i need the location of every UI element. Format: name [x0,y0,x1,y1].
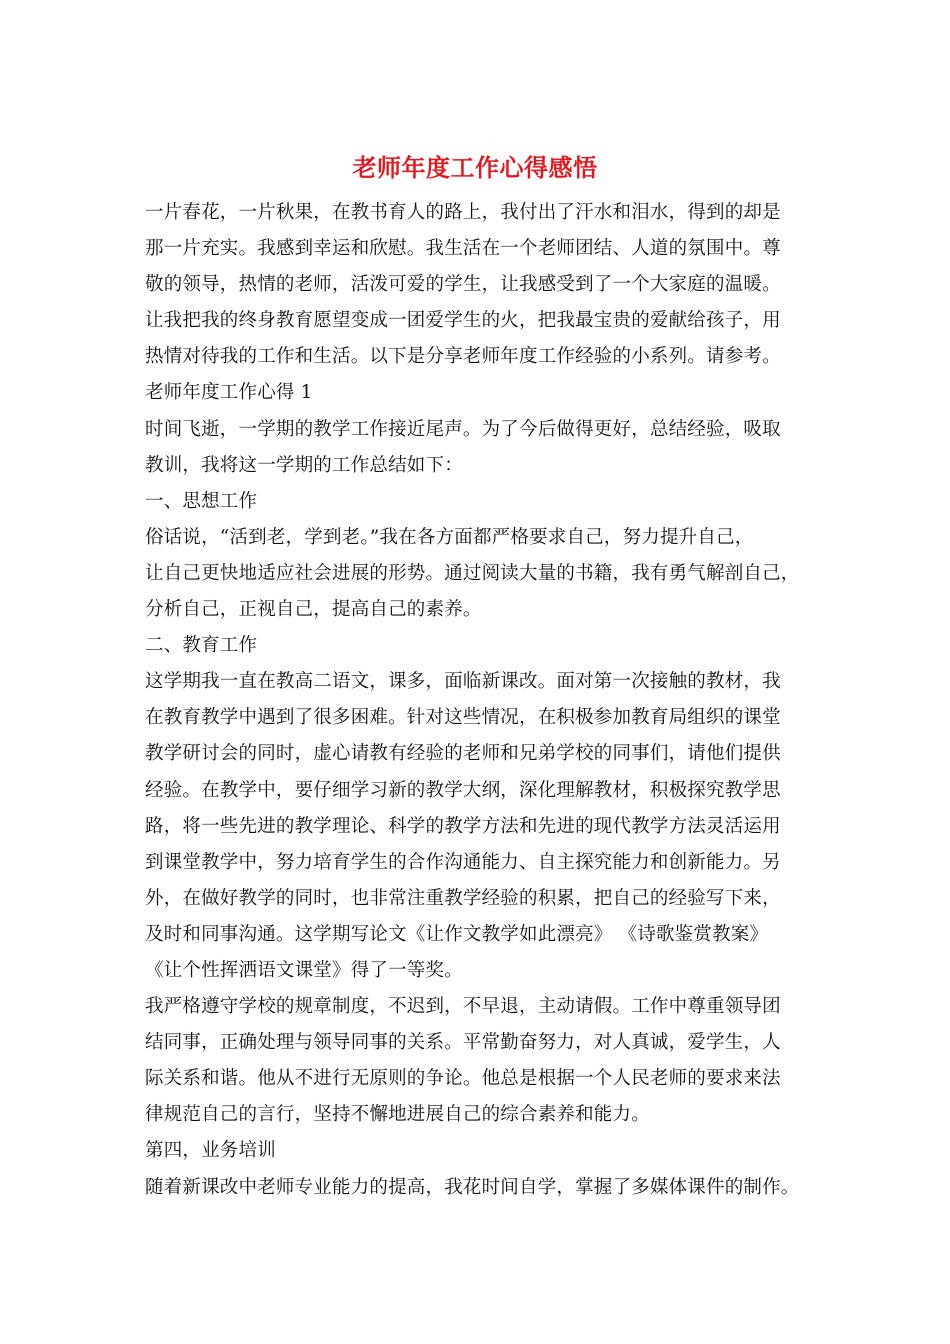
text-line: 到课堂教学中，努力培育学生的合作沟通能力、自主探究能力和创新能力。另 [145,851,781,873]
text-line: 及时和同事沟通。这学期写论文《让作文教学如此漂亮》 《诗歌鉴赏教案》 [145,923,769,945]
text-line: 经验。在教学中，要仔细学习新的教学大纲，深化理解教材，积极探究教学思 [145,779,781,801]
section-heading: 第四，业务培训 [145,1140,276,1162]
document-title: 老师年度工作心得感悟 [352,153,598,182]
text-line: 随着新课改中老师专业能力的提高，我花时间自学，掌握了多媒体课件的制作。 [145,1176,800,1198]
text-line: 让自己更快地适应社会进展的形势。通过阅读大量的书籍，我有勇气解剖自己， [145,562,800,584]
text-line: 在教育教学中遇到了很多困难。针对这些情况，在积极参加教育局组织的课堂 [145,707,781,729]
text-line: 结同事，正确处理与领导同事的关系。平常勤奋努力，对人真诚，爱学生，人 [145,1032,781,1054]
text-line: 让我把我的终身教育愿望变成一团爱学生的火，把我最宝贵的爱献给孩子，用 [145,310,781,332]
text-line: 教学研讨会的同时，虚心请教有经验的老师和兄弟学校的同事们，请他们提供 [145,743,781,765]
text-line: 热情对待我的工作和生活。以下是分享老师年度工作经验的小系列。请参考。 [145,346,781,368]
text-line: 教训，我将这一学期的工作总结如下： [145,454,463,476]
text-line: 敬的领导，热情的老师，活泼可爱的学生，让我感受到了一个大家庭的温暖。 [145,274,781,296]
section-heading: 二、教育工作 [145,635,258,657]
text-line: 一片春花，一片秋果，在教书育人的路上，我付出了汗水和泪水，得到的却是 [145,202,781,223]
text-line: 律规范自己的言行，坚持不懈地进展自己的综合素养和能力。 [145,1104,650,1126]
document-body [145,195,815,1206]
text-line: 分析自己，正视自己，提高自己的素养。 [145,599,482,621]
text-line: 外，在做好教学的同时，也非常注重教学经验的积累，把自己的经验写下来， [145,887,781,909]
text-line: 时间飞逝，一学期的教学工作接近尾声。为了今后做得更好，总结经验，吸取 [145,418,781,440]
text-line: 《让个性挥洒语文课堂》得了一等奖。 [145,959,463,981]
text-line: 俗话说，“活到老，学到老。”我在各方面都严格要求自己，努力提升自己， [145,526,754,548]
text-line: 这学期我一直在教高二语文，课多，面临新课改。面对第一次接触的教材，我 [145,671,781,693]
section-heading: 一、思想工作 [145,490,258,512]
section-heading: 老师年度工作心得 1 [145,382,313,404]
text-line: 我严格遵守学校的规章制度，不迟到，不早退，主动请假。工作中尊重领导团 [145,996,781,1018]
text-line: 那一片充实。我感到幸运和欣慰。我生活在一个老师团结、人道的氛围中。尊 [145,238,781,260]
text-line: 路，将一些先进的教学理论、科学的教学方法和先进的现代教学方法灵活运用 [145,815,781,837]
text-line: 际关系和谐。他从不进行无原则的争论。他总是根据一个人民老师的要求来法 [145,1068,781,1090]
